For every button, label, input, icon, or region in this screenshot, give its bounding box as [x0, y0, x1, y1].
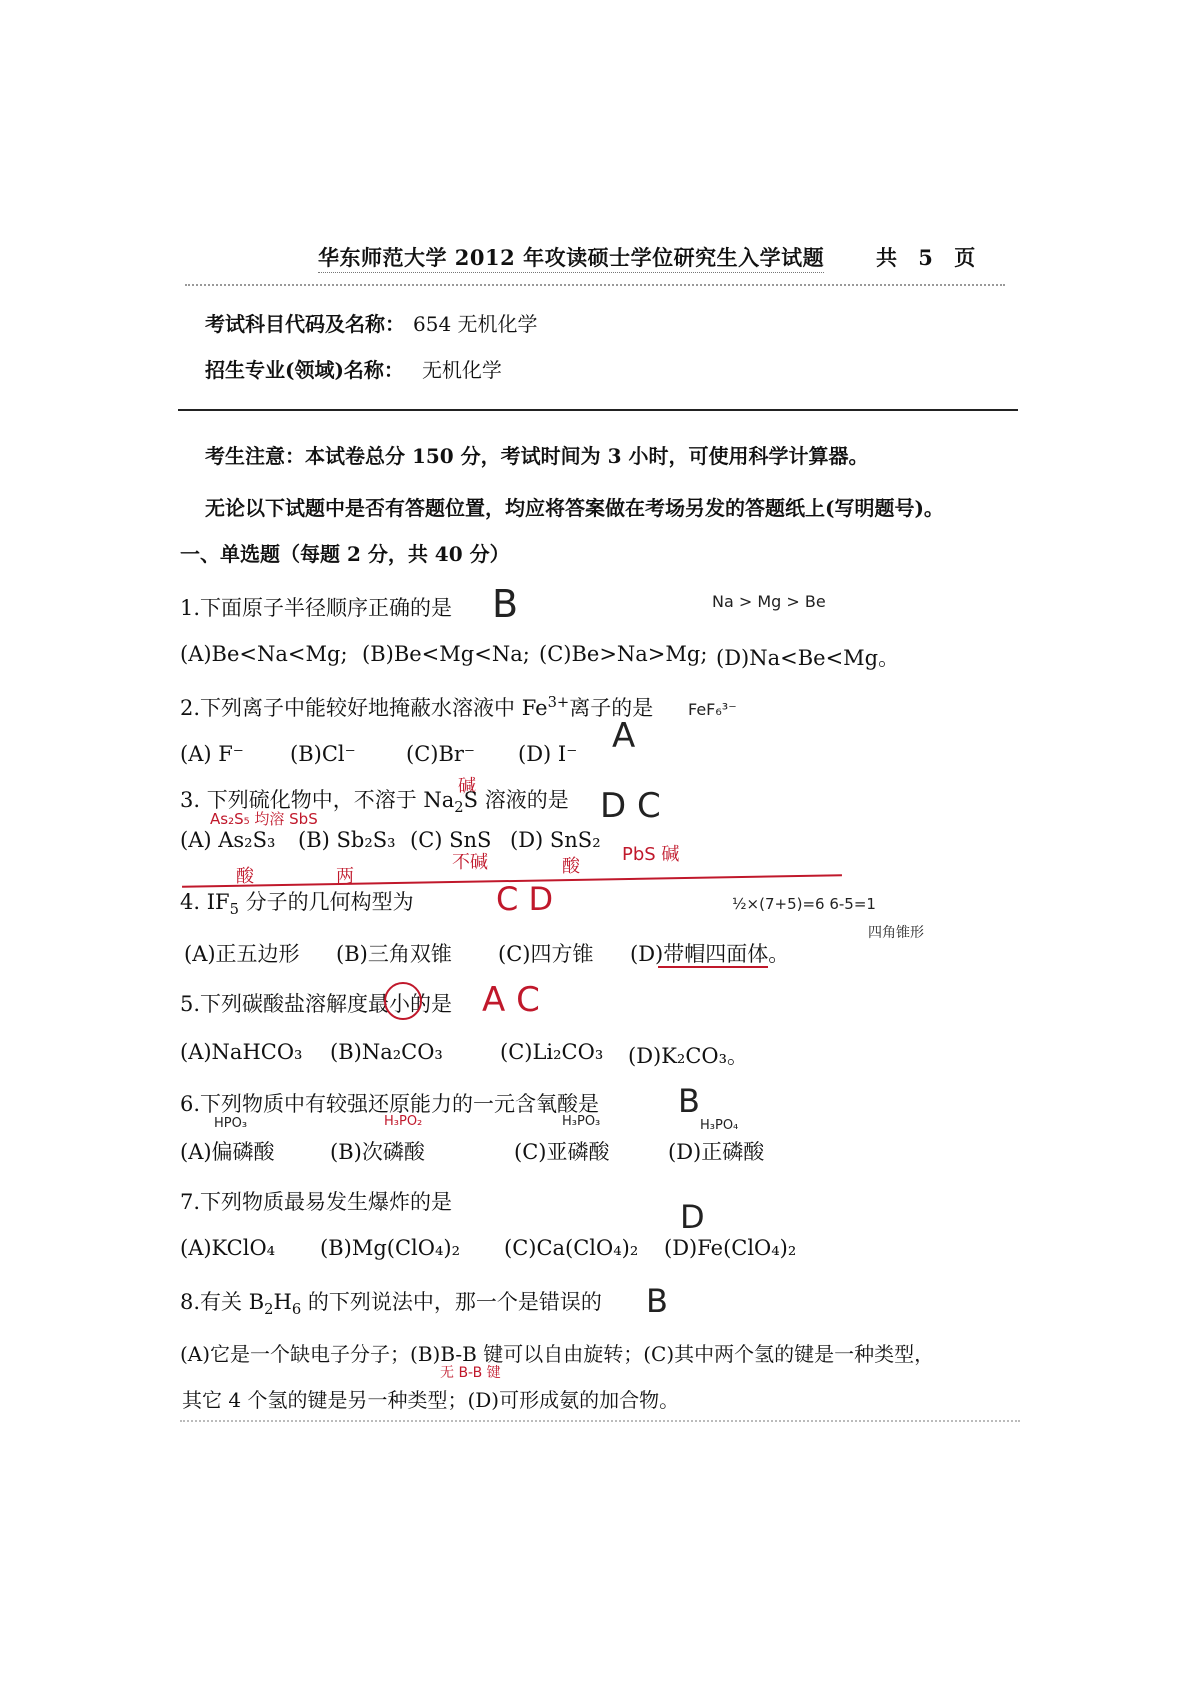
- q5-option-c: (C)Li₂CO₃: [500, 1040, 604, 1064]
- subject-value: 654 无机化学: [413, 312, 538, 336]
- q7-answer-mark: D: [680, 1198, 705, 1236]
- major-label: 招生专业(领域)名称：: [205, 358, 404, 382]
- q3-option-b: (B) Sb₂S₃: [298, 828, 396, 852]
- q1-answer-mark: B: [492, 582, 519, 626]
- q8-stem-pre: 8.有关 B: [180, 1290, 265, 1314]
- q2-stem-sup: 3+: [547, 694, 570, 711]
- q8-answer-mark: B: [646, 1282, 668, 1320]
- q3-note-both: 两: [336, 866, 354, 887]
- q4-calc-note: ½×(7+5)=6 6-5=1: [732, 895, 876, 913]
- q4-option-c: (C)四方锥: [498, 942, 594, 966]
- q8-stem-sub1: 2: [264, 1301, 274, 1319]
- q4-shape-note: 四角锥形: [868, 925, 924, 941]
- page-count: 共 5 页: [876, 245, 976, 270]
- subject-row: [205, 308, 538, 337]
- q3-note-a: As₂S₅ 均溶 SbS: [210, 810, 318, 828]
- q3-note-b3: 酸: [562, 856, 580, 877]
- q8-line-2: 其它 4 个氢的键是另一种类型；(D)可形成氨的加合物。: [182, 1388, 680, 1412]
- q8-stem-mid: H: [273, 1290, 292, 1314]
- q4-option-a: (A)正五边形: [184, 942, 300, 966]
- q7-option-c: (C)Ca(ClO₄)₂: [504, 1236, 639, 1260]
- major-row: [205, 354, 502, 383]
- header-dotted-divider: [185, 284, 1005, 286]
- q4-red-underline: [658, 966, 768, 968]
- q6-option-c: (C)亚磷酸: [514, 1140, 610, 1164]
- q3-stem-sub: 2: [454, 799, 464, 817]
- q8-line-1: (A)它是一个缺电子分子；(B)B-B 键可以自由旋转；(C)其中两个氢的键是一种类型，: [180, 1342, 935, 1366]
- q4-option-b: (B)三角双锥: [336, 942, 452, 966]
- q7-option-b: (B)Mg(ClO₄)₂: [320, 1236, 460, 1260]
- q1-option-d: (D)Na<Be<Mg。: [716, 646, 900, 670]
- major-value: 无机化学: [421, 358, 502, 382]
- q3-note-b4: PbS 碱: [622, 844, 680, 865]
- q5-option-b: (B)Na₂CO₃: [330, 1040, 443, 1064]
- header-rule: [178, 409, 1018, 411]
- q2-option-a: (A) F⁻: [180, 742, 244, 766]
- q2-stem-post: 离子的是: [569, 696, 654, 720]
- q3-option-c: (C) SnS: [410, 828, 492, 852]
- q6-note-d: H₃PO₄: [700, 1118, 739, 1133]
- q6-answer-mark: B: [678, 1082, 700, 1120]
- q7-option-d: (D)Fe(ClO₄)₂: [664, 1236, 797, 1260]
- q4-answer-mark: C D: [496, 880, 554, 918]
- q8-note: 无 B-B 键: [440, 1365, 501, 1381]
- exam-title-text: 华东师范大学 2012 年攻读硕士学位研究生入学试题: [318, 242, 824, 273]
- q7-option-a: (A)KClO₄: [180, 1236, 276, 1260]
- q1-option-b: (B)Be<Mg<Na;: [362, 642, 530, 666]
- notice-line-1: 考生注意：本试卷总分 150 分，考试时间为 3 小时，可使用科学计算器。: [205, 444, 869, 468]
- question-7-stem: 7.下列物质最易发生爆炸的是: [180, 1190, 453, 1214]
- notice-line-2: 无论以下试题中是否有答题位置，均应将答案做在考场另发的答题纸上(写明题号)。: [205, 496, 944, 520]
- q2-option-c: (C)Br⁻: [406, 742, 476, 766]
- q3-note-b2: 不碱: [452, 852, 488, 873]
- q3-option-a: (A) As₂S₃: [180, 828, 276, 852]
- question-2-stem: [180, 692, 653, 722]
- q2-answer-mark: A: [612, 716, 636, 756]
- q1-option-a: (A)Be<Na<Mg;: [180, 642, 348, 666]
- q3-option-d: (D) SnS₂: [510, 828, 601, 852]
- question-1-stem: 1.下面原子半径顺序正确的是: [180, 596, 453, 620]
- q6-option-a: (A)偏磷酸: [180, 1140, 275, 1164]
- question-8-stem: [180, 1286, 602, 1318]
- q5-option-d: (D)K₂CO₃。: [628, 1044, 749, 1068]
- q6-option-b: (B)次磷酸: [330, 1140, 425, 1164]
- q3-answer-mark: D C: [600, 786, 661, 826]
- q5-option-a: (A)NaHCO₃: [180, 1040, 303, 1064]
- q3-stem-pre: 3. 下列硫化物中，不溶于 Na: [180, 788, 455, 812]
- q3-stem-post: S 溶液的是: [463, 788, 569, 812]
- q6-note-a: HPO₃: [214, 1116, 248, 1131]
- q4-stem-sub: 5: [229, 901, 239, 919]
- q1-note: Na > Mg > Be: [712, 592, 826, 611]
- q3-note-acid: 酸: [236, 866, 254, 887]
- q8-stem-post: 的下列说法中，那一个是错误的: [301, 1290, 602, 1314]
- q4-stem-pre: 4. IF: [180, 890, 230, 914]
- q1-option-c: (C)Be>Na>Mg;: [539, 642, 708, 666]
- question-6-stem: 6.下列物质中有较强还原能力的一元含氧酸是: [180, 1092, 600, 1116]
- q8-stem-sub2: 6: [291, 1301, 302, 1319]
- section-title: 一、单选题（每题 2 分，共 40 分）: [180, 542, 510, 566]
- q3-note-base: 碱: [458, 776, 476, 797]
- q2-option-d: (D) I⁻: [518, 742, 578, 766]
- scan-bottom-edge: [180, 1420, 1020, 1422]
- q4-stem-post: 分子的几何构型为: [238, 890, 414, 914]
- subject-label: 考试科目代码及名称：: [205, 312, 405, 336]
- question-4-stem: [180, 886, 414, 918]
- q4-option-d: (D)带帽四面体。: [630, 942, 790, 966]
- q5-answer-mark: A C: [482, 980, 540, 1020]
- q6-option-d: (D)正磷酸: [668, 1140, 765, 1164]
- question-5-stem: 5.下列碳酸盐溶解度最小的是: [180, 992, 453, 1016]
- q6-note-c: H₃PO₃: [562, 1114, 601, 1129]
- q2-option-b: (B)Cl⁻: [290, 742, 356, 766]
- q2-stem-pre: 2.下列离子中能较好地掩蔽水溶液中 Fe: [180, 696, 548, 720]
- exam-title: [318, 242, 824, 273]
- q6-note-b: H₃PO₂: [384, 1114, 423, 1129]
- q2-note: FeF₆³⁻: [688, 700, 737, 719]
- q5-circle-mark: [384, 982, 422, 1020]
